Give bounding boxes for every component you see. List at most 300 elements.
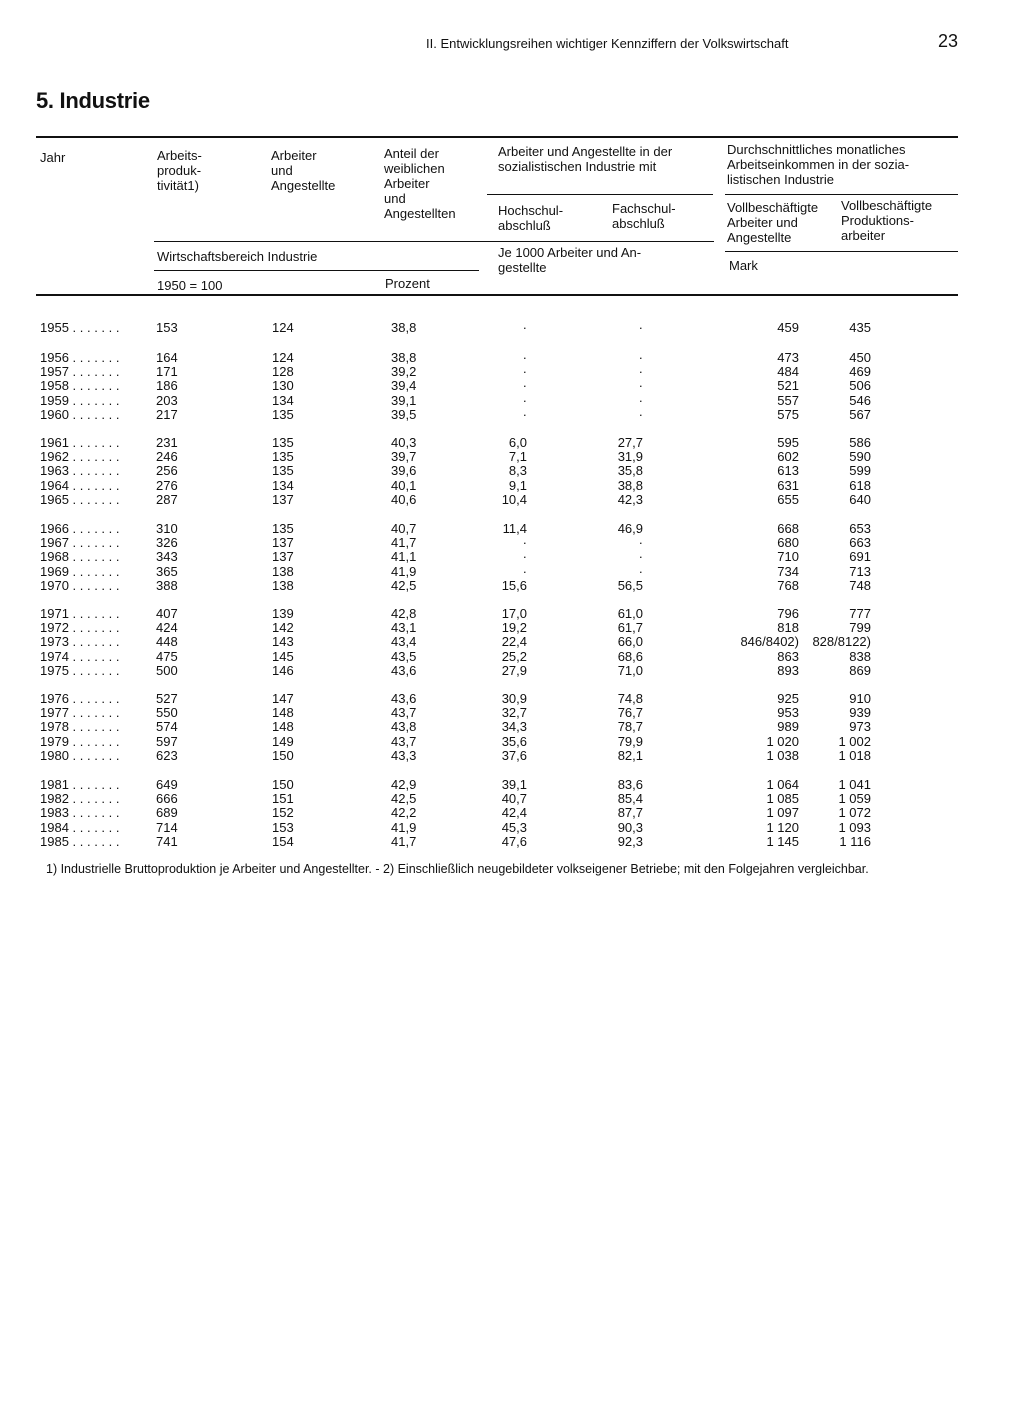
university-degree-cell: · xyxy=(522,563,527,579)
table-row xyxy=(0,365,1024,379)
productivity-cell: 153 xyxy=(156,320,178,335)
female-share-cell: 39,4 xyxy=(391,378,417,394)
income-production-workers-cell: 546 xyxy=(849,392,871,408)
female-share-cell: 42,8 xyxy=(391,606,417,621)
table-row xyxy=(0,536,1024,550)
page-number: 23 xyxy=(938,31,959,51)
productivity-cell: 171 xyxy=(156,364,178,380)
year-cell: 1965 . . . . . . . xyxy=(40,491,120,507)
productivity-cell: 714 xyxy=(156,819,178,835)
university-degree-cell: 32,7 xyxy=(501,705,527,721)
header-jahr: Jahr xyxy=(40,150,66,165)
year-cell: 1969 . . . . . . . xyxy=(40,563,120,579)
university-degree-cell: 11,4 xyxy=(502,521,527,536)
year-cell: 1975 . . . . . . . xyxy=(40,662,120,678)
productivity-cell: 407 xyxy=(156,606,178,621)
header-top-rule xyxy=(36,136,958,138)
university-degree-cell: · xyxy=(522,535,527,551)
university-degree-cell: 9,1 xyxy=(508,477,527,493)
technical-degree-cell: · xyxy=(638,535,643,551)
university-degree-cell: 37,6 xyxy=(501,747,527,763)
university-degree-cell: 27,9 xyxy=(501,662,527,678)
employees-index-cell: 135 xyxy=(272,406,294,422)
technical-degree-cell: 61,0 xyxy=(617,606,643,621)
table-row xyxy=(0,351,1024,365)
female-share-cell: 38,8 xyxy=(391,350,417,365)
technical-degree-cell: 31,9 xyxy=(617,449,643,465)
productivity-cell: 574 xyxy=(156,719,178,735)
income-employees-cell: 631 xyxy=(777,477,799,493)
technical-degree-cell: 27,7 xyxy=(617,435,643,450)
university-degree-cell: 39,1 xyxy=(501,777,527,792)
header-anteil-weiblich: Anteil der weiblichen Arbeiter und Angestellten xyxy=(384,146,456,221)
income-production-workers-cell: 567 xyxy=(849,406,871,422)
productivity-cell: 666 xyxy=(156,791,178,807)
productivity-cell: 203 xyxy=(156,392,178,408)
female-share-cell: 43,6 xyxy=(391,662,417,678)
table-row xyxy=(0,735,1024,749)
technical-degree-cell: · xyxy=(638,320,643,335)
income-employees-cell: 710 xyxy=(777,549,799,565)
productivity-cell: 597 xyxy=(156,733,178,749)
income-production-workers-cell: 640 xyxy=(849,491,871,507)
technical-degree-cell: 82,1 xyxy=(617,747,643,763)
income-production-workers-cell: 869 xyxy=(849,662,871,678)
income-production-workers-cell: 713 xyxy=(849,563,871,579)
employees-index-cell: 143 xyxy=(272,634,294,650)
year-cell: 1958 . . . . . . . xyxy=(40,378,120,394)
productivity-cell: 448 xyxy=(156,634,178,650)
year-cell: 1961 . . . . . . . xyxy=(40,435,120,450)
university-degree-cell: · xyxy=(522,320,527,335)
female-share-cell: 43,7 xyxy=(391,733,417,749)
income-employees-cell: 863 xyxy=(777,648,799,664)
income-production-workers-cell: 1 093 xyxy=(838,819,871,835)
productivity-cell: 388 xyxy=(156,577,178,593)
employees-index-cell: 153 xyxy=(272,819,294,835)
income-production-workers-cell: 435 xyxy=(849,320,871,335)
income-employees-cell: 953 xyxy=(777,705,799,721)
year-cell: 1962 . . . . . . . xyxy=(40,449,120,465)
university-degree-cell: 40,7 xyxy=(501,791,527,807)
year-cell: 1955 . . . . . . . xyxy=(40,320,120,335)
income-employees-cell: 1 120 xyxy=(766,819,799,835)
table-row xyxy=(0,379,1024,393)
productivity-cell: 246 xyxy=(156,449,178,465)
year-cell: 1983 . . . . . . . xyxy=(40,805,120,821)
income-employees-cell: 680 xyxy=(777,535,799,551)
income-production-workers-cell: 469 xyxy=(849,364,871,380)
employees-index-cell: 130 xyxy=(272,378,294,394)
table-row xyxy=(0,706,1024,720)
employees-index-cell: 137 xyxy=(272,491,294,507)
technical-degree-cell: · xyxy=(638,350,643,365)
table-row xyxy=(0,464,1024,478)
income-production-workers-cell: 1 059 xyxy=(838,791,871,807)
technical-degree-cell: 46,9 xyxy=(617,521,643,536)
year-cell: 1956 . . . . . . . xyxy=(40,350,120,365)
income-employees-cell: 613 xyxy=(777,463,799,479)
table-row xyxy=(0,579,1024,593)
running-head: II. Entwicklungsreihen wichtiger Kennziffern der Volkswirtschaft xyxy=(426,36,789,51)
employees-index-cell: 135 xyxy=(272,449,294,465)
technical-degree-cell: 92,3 xyxy=(617,833,643,849)
university-degree-cell: · xyxy=(522,549,527,565)
female-share-cell: 40,3 xyxy=(391,435,417,450)
year-cell: 1967 . . . . . . . xyxy=(40,535,120,551)
productivity-cell: 527 xyxy=(156,691,178,706)
technical-degree-cell: 79,9 xyxy=(617,733,643,749)
income-production-workers-cell: 939 xyxy=(849,705,871,721)
technical-degree-cell: 74,8 xyxy=(617,691,643,706)
footnote: 1) Industrielle Bruttoproduktion je Arbeiter und Angestellter. - 2) Einschließlich neugebildeter volkseigener Betriebe; mit den Folgejahren vergleichbar. xyxy=(46,862,869,876)
header-einkommen-group: Durchschnittliches monatliches Arbeitseinkommen in der sozia- listischen Industrie xyxy=(727,142,910,187)
income-employees-cell: 1 038 xyxy=(766,747,799,763)
year-cell: 1972 . . . . . . . xyxy=(40,620,120,636)
productivity-cell: 217 xyxy=(156,406,178,422)
university-degree-cell: · xyxy=(522,350,527,365)
university-degree-cell: 25,2 xyxy=(501,648,527,664)
technical-degree-cell: 66,0 xyxy=(617,634,643,650)
technical-degree-cell: 35,8 xyxy=(617,463,643,479)
employees-index-cell: 151 xyxy=(272,791,294,807)
technical-degree-cell: 87,7 xyxy=(617,805,643,821)
year-cell: 1978 . . . . . . . xyxy=(40,719,120,735)
income-employees-cell: 1 085 xyxy=(766,791,799,807)
technical-degree-cell: · xyxy=(638,406,643,422)
table-row xyxy=(0,408,1024,422)
year-cell: 1968 . . . . . . . xyxy=(40,549,120,565)
female-share-cell: 42,5 xyxy=(391,791,417,807)
employees-index-cell: 149 xyxy=(272,733,294,749)
employees-index-cell: 124 xyxy=(272,320,294,335)
employees-index-cell: 128 xyxy=(272,364,294,380)
female-share-cell: 41,7 xyxy=(391,535,417,551)
header-mark: Mark xyxy=(729,258,758,273)
header-unit-rule-left xyxy=(154,241,714,242)
year-cell: 1977 . . . . . . . xyxy=(40,705,120,721)
section-title: 5. Industrie xyxy=(36,88,150,113)
female-share-cell: 42,9 xyxy=(391,777,417,792)
table-row xyxy=(0,749,1024,763)
income-employees-cell: 668 xyxy=(777,521,799,536)
university-degree-cell: 15,6 xyxy=(501,577,527,593)
technical-degree-cell: 85,4 xyxy=(617,791,643,807)
header-vb-produktionsarbeiter: Vollbeschäftigte Produktions- arbeiter xyxy=(841,198,933,243)
employees-index-cell: 142 xyxy=(272,620,294,636)
female-share-cell: 43,3 xyxy=(391,747,417,763)
productivity-cell: 623 xyxy=(156,747,178,763)
employees-index-cell: 139 xyxy=(272,606,294,621)
table-row xyxy=(0,835,1024,849)
income-employees-cell: 768 xyxy=(777,577,799,593)
technical-degree-cell: 76,7 xyxy=(617,705,643,721)
year-cell: 1970 . . . . . . . xyxy=(40,577,120,593)
employees-index-cell: 150 xyxy=(272,747,294,763)
technical-degree-cell: 71,0 xyxy=(617,662,643,678)
technical-degree-cell: 42,3 xyxy=(617,491,643,507)
income-employees-cell: 595 xyxy=(777,435,799,450)
table-row xyxy=(0,664,1024,678)
university-degree-cell: 42,4 xyxy=(501,805,527,821)
university-degree-cell: · xyxy=(522,364,527,380)
header-fachschul: Fachschul- abschluß xyxy=(612,201,676,231)
header-group-rule-qualifikation xyxy=(487,194,713,195)
table-row xyxy=(0,479,1024,493)
income-production-workers-cell: 799 xyxy=(849,620,871,636)
female-share-cell: 42,2 xyxy=(391,805,417,821)
income-production-workers-cell: 653 xyxy=(849,521,871,536)
income-employees-cell: 484 xyxy=(777,364,799,380)
university-degree-cell: · xyxy=(522,378,527,394)
employees-index-cell: 148 xyxy=(272,705,294,721)
university-degree-cell: 8,3 xyxy=(508,463,527,479)
income-employees-cell: 893 xyxy=(777,662,799,678)
female-share-cell: 39,2 xyxy=(391,364,417,380)
year-cell: 1981 . . . . . . . xyxy=(40,777,120,792)
technical-degree-cell: 78,7 xyxy=(617,719,643,735)
productivity-cell: 310 xyxy=(156,521,178,536)
header-index-basis: 1950 = 100 xyxy=(157,278,223,293)
employees-index-cell: 146 xyxy=(272,662,294,678)
year-cell: 1966 . . . . . . . xyxy=(40,521,120,536)
income-production-workers-cell: 506 xyxy=(849,378,871,394)
table-row xyxy=(0,550,1024,564)
year-cell: 1984 . . . . . . . xyxy=(40,819,120,835)
technical-degree-cell: 83,6 xyxy=(617,777,643,792)
income-production-workers-cell: 586 xyxy=(849,435,871,450)
productivity-cell: 276 xyxy=(156,477,178,493)
income-employees-cell: 818 xyxy=(777,620,799,636)
technical-degree-cell: 38,8 xyxy=(617,477,643,493)
employees-index-cell: 150 xyxy=(272,777,294,792)
income-employees-cell: 655 xyxy=(777,491,799,507)
productivity-cell: 475 xyxy=(156,648,178,664)
income-employees-cell: 1 145 xyxy=(766,833,799,849)
income-production-workers-cell: 1 018 xyxy=(838,747,871,763)
employees-index-cell: 147 xyxy=(272,691,294,706)
year-cell: 1971 . . . . . . . xyxy=(40,606,120,621)
university-degree-cell: 19,2 xyxy=(501,620,527,636)
income-employees-cell: 796 xyxy=(777,606,799,621)
female-share-cell: 43,8 xyxy=(391,719,417,735)
income-employees-cell: 1 020 xyxy=(766,733,799,749)
income-production-workers-cell: 1 072 xyxy=(838,805,871,821)
employees-index-cell: 135 xyxy=(272,521,294,536)
header-arbeitsproduktivitaet: Arbeits- produk- tivität1) xyxy=(157,148,202,193)
productivity-cell: 231 xyxy=(156,435,178,450)
technical-degree-cell: 56,5 xyxy=(617,577,643,593)
university-degree-cell: 6,0 xyxy=(508,435,527,450)
income-production-workers-cell: 1 002 xyxy=(838,733,871,749)
technical-degree-cell: 61,7 xyxy=(617,620,643,636)
year-cell: 1979 . . . . . . . xyxy=(40,733,120,749)
header-arbeiter-angestellte: Arbeiter und Angestellte xyxy=(271,148,336,193)
productivity-cell: 326 xyxy=(156,535,178,551)
university-degree-cell: 7,1 xyxy=(508,449,527,465)
income-employees-cell: 521 xyxy=(777,378,799,394)
year-cell: 1982 . . . . . . . xyxy=(40,791,120,807)
university-degree-cell: 45,3 xyxy=(501,819,527,835)
productivity-cell: 741 xyxy=(156,833,178,849)
header-je-1000: Je 1000 Arbeiter und An- gestellte xyxy=(498,245,642,275)
income-production-workers-cell: 748 xyxy=(849,577,871,593)
employees-index-cell: 134 xyxy=(272,392,294,408)
table-row xyxy=(0,720,1024,734)
university-degree-cell: · xyxy=(522,406,527,422)
productivity-cell: 689 xyxy=(156,805,178,821)
table-row xyxy=(0,450,1024,464)
technical-degree-cell: · xyxy=(638,364,643,380)
year-cell: 1960 . . . . . . . xyxy=(40,406,120,422)
university-degree-cell: 30,9 xyxy=(501,691,527,706)
employees-index-cell: 138 xyxy=(272,563,294,579)
income-employees-cell: 575 xyxy=(777,406,799,422)
table-row xyxy=(0,635,1024,649)
university-degree-cell: 10,4 xyxy=(501,491,527,507)
table-row xyxy=(0,692,1024,706)
employees-index-cell: 154 xyxy=(272,833,294,849)
year-cell: 1959 . . . . . . . xyxy=(40,392,120,408)
female-share-cell: 43,6 xyxy=(391,691,417,706)
income-production-workers-cell: 1 116 xyxy=(839,833,871,849)
header-qualifikation-group: Arbeiter und Angestellte in der sozialistischen Industrie mit xyxy=(498,144,673,174)
productivity-cell: 424 xyxy=(156,620,178,636)
productivity-cell: 186 xyxy=(156,378,178,394)
female-share-cell: 41,7 xyxy=(391,833,417,849)
female-share-cell: 40,7 xyxy=(391,521,417,536)
employees-index-cell: 138 xyxy=(272,577,294,593)
employees-index-cell: 124 xyxy=(272,350,294,365)
female-share-cell: 43,7 xyxy=(391,705,417,721)
income-production-workers-cell: 777 xyxy=(849,606,871,621)
university-degree-cell: · xyxy=(522,392,527,408)
university-degree-cell: 17,0 xyxy=(501,606,527,621)
productivity-cell: 256 xyxy=(156,463,178,479)
income-production-workers-cell: 1 041 xyxy=(838,777,871,792)
table-row xyxy=(0,621,1024,635)
employees-index-cell: 145 xyxy=(272,648,294,664)
income-employees-cell: 846/8402) xyxy=(740,634,799,650)
income-employees-cell: 602 xyxy=(777,449,799,465)
year-cell: 1957 . . . . . . . xyxy=(40,364,120,380)
female-share-cell: 40,1 xyxy=(391,477,417,493)
female-share-cell: 39,7 xyxy=(391,449,417,465)
income-employees-cell: 734 xyxy=(777,563,799,579)
productivity-cell: 550 xyxy=(156,705,178,721)
income-employees-cell: 1 097 xyxy=(766,805,799,821)
income-employees-cell: 459 xyxy=(777,320,799,335)
employees-index-cell: 152 xyxy=(272,805,294,821)
income-production-workers-cell: 590 xyxy=(849,449,871,465)
table-row xyxy=(0,806,1024,820)
income-employees-cell: 925 xyxy=(777,691,799,706)
university-degree-cell: 35,6 xyxy=(501,733,527,749)
female-share-cell: 39,6 xyxy=(391,463,417,479)
female-share-cell: 42,5 xyxy=(391,577,417,593)
income-employees-cell: 989 xyxy=(777,719,799,735)
header-wirtschaftsbereich: Wirtschaftsbereich Industrie xyxy=(157,249,318,264)
female-share-cell: 39,1 xyxy=(391,392,417,408)
university-degree-cell: 47,6 xyxy=(501,833,527,849)
technical-degree-cell: · xyxy=(638,392,643,408)
productivity-cell: 287 xyxy=(156,491,178,507)
technical-degree-cell: 68,6 xyxy=(617,648,643,664)
table-row xyxy=(0,522,1024,536)
income-production-workers-cell: 599 xyxy=(849,463,871,479)
header-group-rule-einkommen xyxy=(725,194,958,195)
income-production-workers-cell: 910 xyxy=(849,691,871,706)
table-row xyxy=(0,436,1024,450)
employees-index-cell: 137 xyxy=(272,535,294,551)
table-row xyxy=(0,821,1024,835)
table-row xyxy=(0,394,1024,408)
income-production-workers-cell: 838 xyxy=(849,648,871,664)
year-cell: 1963 . . . . . . . xyxy=(40,463,120,479)
female-share-cell: 38,8 xyxy=(391,320,417,335)
table-row xyxy=(0,565,1024,579)
table-row xyxy=(0,792,1024,806)
income-production-workers-cell: 828/8122) xyxy=(812,634,871,650)
income-production-workers-cell: 618 xyxy=(849,477,871,493)
employees-index-cell: 135 xyxy=(272,435,294,450)
female-share-cell: 43,4 xyxy=(391,634,417,650)
female-share-cell: 39,5 xyxy=(391,406,417,422)
table-row xyxy=(0,607,1024,621)
income-production-workers-cell: 663 xyxy=(849,535,871,551)
header-hochschul: Hochschul- abschluß xyxy=(498,203,564,233)
employees-index-cell: 148 xyxy=(272,719,294,735)
income-production-workers-cell: 973 xyxy=(849,719,871,735)
productivity-cell: 500 xyxy=(156,662,178,678)
female-share-cell: 43,1 xyxy=(391,620,417,636)
productivity-cell: 365 xyxy=(156,563,178,579)
technical-degree-cell: 90,3 xyxy=(617,819,643,835)
header-index-rule xyxy=(154,270,479,271)
header-unit-rule-right xyxy=(725,251,958,252)
university-degree-cell: 34,3 xyxy=(501,719,527,735)
technical-degree-cell: · xyxy=(638,378,643,394)
female-share-cell: 41,9 xyxy=(391,819,417,835)
income-employees-cell: 1 064 xyxy=(766,777,799,792)
year-cell: 1964 . . . . . . . xyxy=(40,477,120,493)
female-share-cell: 41,9 xyxy=(391,563,417,579)
year-cell: 1974 . . . . . . . xyxy=(40,648,120,664)
table-row xyxy=(0,778,1024,792)
employees-index-cell: 134 xyxy=(272,477,294,493)
productivity-cell: 164 xyxy=(156,350,178,365)
university-degree-cell: 22,4 xyxy=(501,634,527,650)
female-share-cell: 41,1 xyxy=(391,549,417,565)
header-prozent: Prozent xyxy=(385,276,430,291)
technical-degree-cell: · xyxy=(638,549,643,565)
income-employees-cell: 557 xyxy=(777,392,799,408)
table-row xyxy=(0,321,1024,335)
year-cell: 1980 . . . . . . . xyxy=(40,747,120,763)
income-employees-cell: 473 xyxy=(777,350,799,365)
income-production-workers-cell: 691 xyxy=(849,549,871,565)
year-cell: 1985 . . . . . . . xyxy=(40,833,120,849)
year-cell: 1976 . . . . . . . xyxy=(40,691,120,706)
table-row xyxy=(0,650,1024,664)
header-vb-arbeiter-angestellte: Vollbeschäftigte Arbeiter und Angestellte xyxy=(727,200,819,245)
productivity-cell: 343 xyxy=(156,549,178,565)
income-production-workers-cell: 450 xyxy=(849,350,871,365)
employees-index-cell: 137 xyxy=(272,549,294,565)
year-cell: 1973 . . . . . . . xyxy=(40,634,120,650)
employees-index-cell: 135 xyxy=(272,463,294,479)
technical-degree-cell: · xyxy=(638,563,643,579)
